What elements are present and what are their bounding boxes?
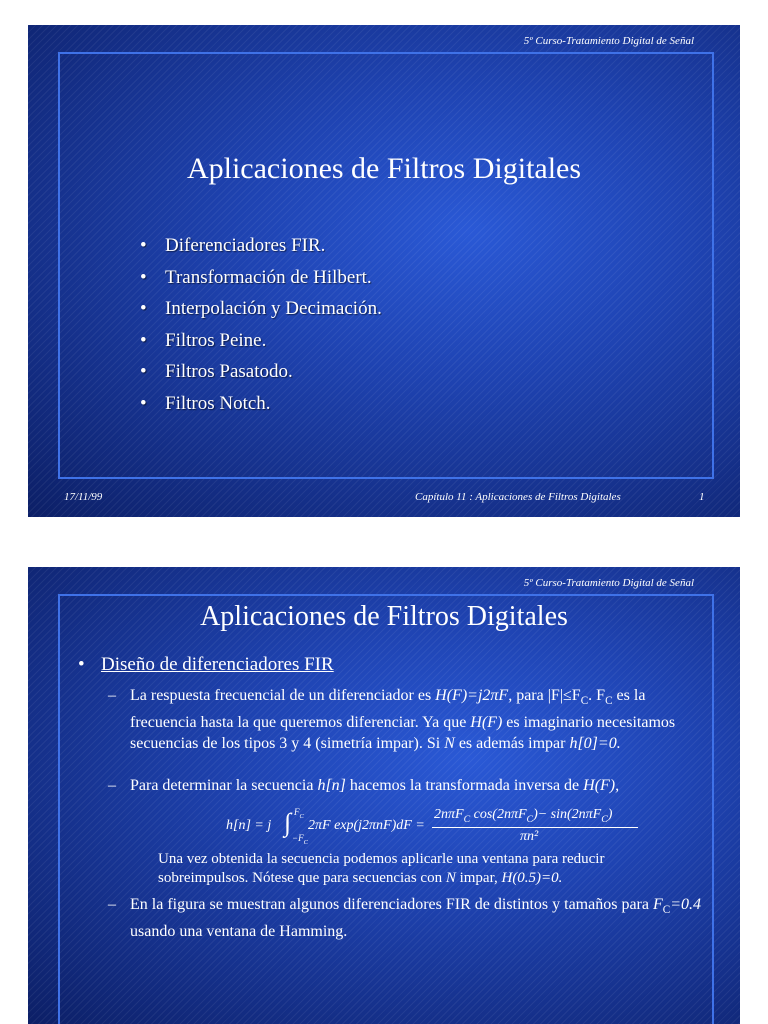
text: C	[580, 695, 589, 708]
text: N	[445, 870, 456, 886]
footer-chapter: Capítulo 11 : Aplicaciones de Filtros Digitales	[415, 491, 621, 503]
footer-date: 17/11/99	[64, 491, 103, 503]
topic-item	[140, 230, 382, 262]
topic-label: Diferenciadores FIR.	[165, 235, 326, 256]
course-header: 5º Curso-Tratamiento Digital de Señal	[523, 577, 694, 589]
formula-denominator: πn²	[520, 829, 539, 844]
topic-label: Interpolación y Decimación.	[165, 298, 382, 319]
text: H(F),	[583, 777, 620, 794]
topic-item	[140, 262, 382, 294]
formula	[196, 807, 616, 847]
topic-label: Transformación de Hilbert.	[165, 266, 372, 288]
main-bullet	[78, 654, 334, 676]
sub-bullet-figure	[108, 894, 710, 942]
formula-lhs: h[n] = j	[226, 818, 272, 833]
bullet-icon: •	[140, 392, 147, 414]
text: H(F)=j2πF	[435, 687, 509, 704]
bullet-icon: •	[78, 654, 85, 675]
course-header: 5º Curso-Tratamiento Digital de Señal	[523, 35, 694, 47]
fraction-bar	[432, 827, 638, 828]
text: La respuesta frecuencial de un diferenciador es	[130, 687, 436, 704]
note-text	[158, 850, 698, 888]
dash-icon: –	[108, 777, 116, 794]
topic-label: Filtros Peine.	[165, 329, 267, 351]
bullet-icon: •	[140, 361, 147, 382]
topic-list	[140, 230, 382, 419]
text: es además impar	[454, 735, 570, 753]
text: Una vez obtenida la secuencia podemos aplicarle una ventana para reducir sobreimpulsos. Nótese que para secuencias con	[158, 851, 605, 886]
integral-icon: ∫	[284, 808, 292, 837]
text: C	[605, 695, 613, 708]
dash-icon: –	[108, 687, 116, 704]
main-bullet-label: Diseño de diferenciadores FIR	[101, 654, 334, 675]
formula-numerator: 2nπF$_C$ cos(2nπF$_C$)− sin(2nπF$_C$)	[434, 807, 613, 825]
text: H(0.5)=0.	[501, 870, 563, 886]
dash-icon: –	[108, 896, 116, 913]
text: es la frecuencia hasta la que queremos diferenciar. Ya que	[130, 687, 646, 732]
text: F	[652, 896, 663, 913]
topic-item	[140, 325, 382, 357]
integral-upper: $F_C$	[294, 807, 304, 820]
text: Para determinar la secuencia	[130, 777, 318, 794]
bullet-icon: •	[140, 235, 147, 256]
text: h[0]=0.	[569, 735, 621, 753]
sub-bullet-response	[108, 685, 710, 754]
text: h[n]	[317, 777, 346, 794]
page-number: 1	[699, 491, 705, 503]
topic-item	[140, 388, 382, 420]
slide-2	[28, 567, 740, 1024]
text: H(F)	[470, 714, 503, 732]
text: impar,	[455, 870, 502, 886]
slide-title: Aplicaciones de Filtros Digitales	[186, 152, 582, 185]
text: . F	[588, 687, 606, 704]
topic-label: Filtros Notch.	[165, 392, 271, 414]
topic-label: Filtros Pasatodo.	[165, 361, 293, 382]
formula-integrand: 2πF exp(j2πnF)dF =	[308, 818, 425, 833]
bullet-icon: •	[140, 298, 147, 319]
integral-lower: $-F_C$	[292, 833, 308, 846]
sub-bullet-sequence	[108, 775, 710, 796]
text: En la figura se muestran algunos diferenciadores FIR de distintos y tamaños para	[130, 896, 653, 913]
topic-item	[140, 356, 382, 388]
bullet-icon: •	[140, 329, 147, 351]
text: C	[662, 904, 671, 917]
topic-item	[140, 293, 382, 325]
text: hacemos la transformada inversa de	[345, 777, 584, 794]
slide-1	[28, 25, 740, 517]
slide-title: Aplicaciones de Filtros Digitales	[200, 601, 568, 632]
text: =0.4	[670, 896, 702, 913]
text: N	[444, 735, 455, 753]
text: es imaginario necesitamos secuencias de los tipos 3 y 4 (simetría impar). Si	[130, 714, 676, 753]
text: , para |F|≤F	[508, 687, 581, 704]
text: usando una ventana de Hamming.	[130, 923, 348, 941]
bullet-icon: •	[140, 266, 147, 288]
